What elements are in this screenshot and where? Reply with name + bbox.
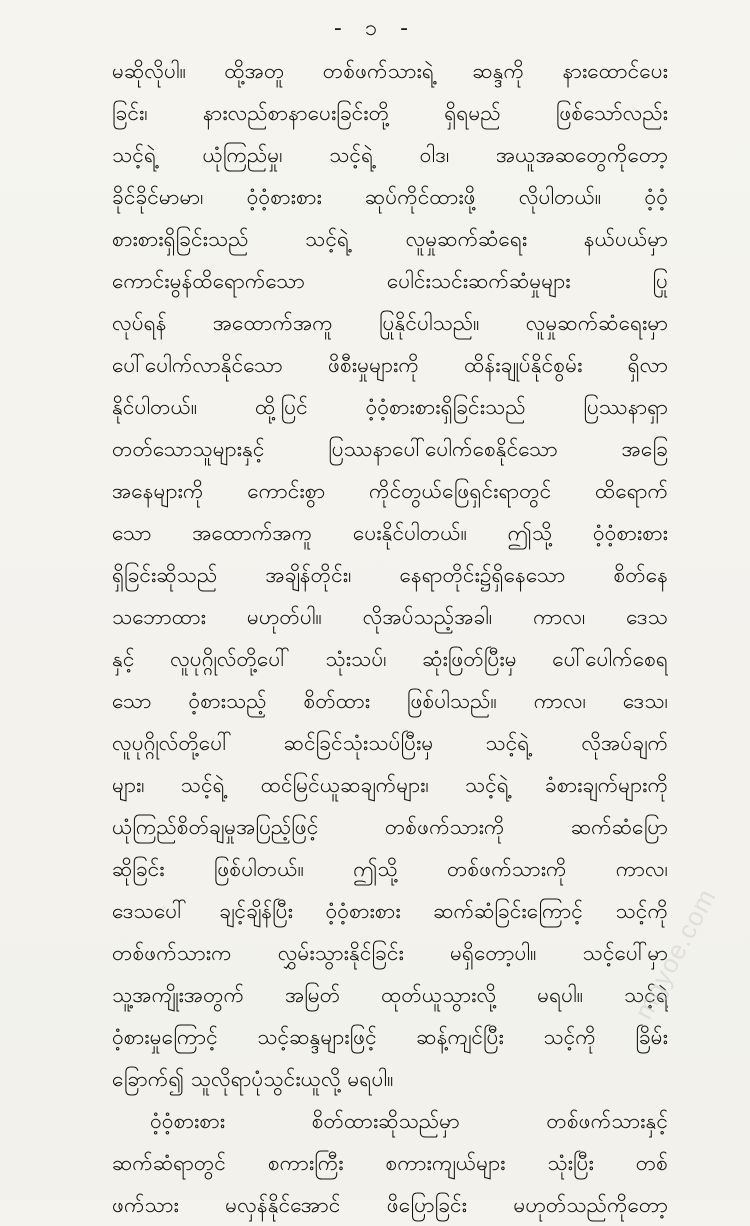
text-line: သဘောထား မဟုတ်ပါ။ လိုအပ်သည့်အခါ၊ ကာလ၊ ဒေသ [112, 605, 668, 629]
text-line: များ၊ သင့်ရဲ့ ထင်မြင်ယူဆချက်များ၊ သင့်ရဲ့ ခံစားချက်များကို [112, 773, 668, 797]
text-line: ဝံ့စားမှုကြောင့် သင့်ဆန္ဒများဖြင့် ဆန့်ကျင်ပြီး သင့်ကို ခြိမ်း [112, 1025, 668, 1049]
text-line: ကောင်းမွန်ထိရောက်သော ပေါင်းသင်းဆက်ဆံမှုများ ပြု [112, 269, 668, 293]
paragraph-start-line: ဝံ့ဝံ့စားစား စိတ်ထားဆိုသည်မှာ တစ်ဖက်သားနှင့် [150, 1109, 668, 1133]
text-line: စားစားရှိခြင်းသည် သင့်ရဲ့ လူမှုဆက်ဆံရေး နယ်ပယ်မှာ [112, 227, 668, 251]
text-line: လုပ်ရန် အထောက်အကူ ပြုနိုင်ပါသည်။ လူမှုဆက်ဆံရေးမှာ [112, 311, 668, 335]
text-line: ဒေသပေါ် ချင့်ချိန်ပြီး ဝံ့ဝံ့စားစား ဆက်ဆံခြင်းကြောင့် သင့်ကို [112, 899, 668, 923]
body-text [112, 50, 668, 1226]
page-number: - ၁ - [333, 16, 417, 41]
text-line: တတ်သောသူများနှင့် ပြဿနာပေါ်ပေါက်စေနိုင်သော အခြေ [112, 437, 668, 461]
text-line: မဆိုလိုပါ။ ထို့အတူ တစ်ဖက်သားရဲ့ ဆန္ဒကို နားထောင်ပေး [112, 59, 668, 83]
text-line: နှင့် လူပုဂ္ဂိုလ်တို့ပေါ် သုံးသပ်၊ ဆုံးဖြတ်ပြီးမှ ပေါ်ပေါက်စေရ [112, 647, 668, 671]
watermark-text: mgyoe.com [628, 883, 722, 1025]
paragraph-end-line: ခြောက်၍ သူလိုရာပုံသွင်းယူလို့ မရပါ။ [112, 1067, 394, 1091]
text-line: တစ်ဖက်သားက လွှမ်းသွားနိုင်ခြင်း မရှိတော့ပါ။ သင့်ပေါ်မှာ [112, 941, 668, 965]
text-line: ခြင်း၊ နားလည်စာနာပေးခြင်းတို့ ရှိရမည် ဖြစ်သော်လည်း [112, 101, 668, 125]
text-line: ရှိခြင်းဆိုသည် အချိန်တိုင်း၊ နေရာတိုင်း၌ရှိနေသော စိတ်နေ [112, 563, 668, 587]
text-line: ဖက်သား မလှန်နိုင်အောင် ဖိပြောခြင်း မဟုတ်သည်ကိုတော့ [112, 1193, 668, 1217]
text-line: ပေါ်ပေါက်လာနိုင်သော ဖိစီးမှုများကို ထိန်းချုပ်နိုင်စွမ်း ရှိလာ [112, 353, 668, 377]
text-line: သူ့အကျိုးအတွက် အမြတ် ထုတ်ယူသွားလို့ မရပါ။ သင့်ရဲ့ [112, 983, 668, 1007]
text-line: ဆက်ဆံရာတွင် စကားကြီး စကားကျယ်များ သုံးပြီး တစ် [112, 1151, 668, 1175]
text-line: အနေများကို ကောင်းစွာ ကိုင်တွယ်ဖြေရှင်းရာတွင် ထိရောက် [112, 479, 668, 503]
text-line: နိုင်ပါတယ်။ ထို့ပြင် ဝံ့ဝံ့စားစားရှိခြင်းသည် ပြဿနာရှာ [112, 395, 668, 419]
text-line: လူပုဂ္ဂိုလ်တို့ပေါ် ဆင်ခြင်သုံးသပ်ပြီးမှ သင့်ရဲ့ လိုအပ်ချက် [112, 731, 668, 755]
text-line: ခိုင်ခိုင်မာမာ၊ ဝံ့ဝံ့စားစား ဆုပ်ကိုင်ထားဖို့ လိုပါတယ်။ ဝံ့ဝံ့ [112, 185, 668, 209]
text-line: သင့်ရဲ့ ယုံကြည်မှု၊ သင့်ရဲ့ ဝါဒ၊ အယူအဆတွေကိုတော့ [112, 143, 668, 167]
text-line: သော ဝံ့စားသည့် စိတ်ထား ဖြစ်ပါသည်။ ကာလ၊ ဒေသ၊ [112, 689, 668, 713]
text-line: ယုံကြည်စိတ်ချမှုအပြည့်ဖြင့် တစ်ဖက်သားကို ဆက်ဆံပြော [112, 815, 668, 839]
text-line: သော အထောက်အကူ ပေးနိုင်ပါတယ်။ ဤသို့ ဝံ့ဝံ့စားစား [112, 521, 668, 545]
text-line: ဆိုခြင်း ဖြစ်ပါတယ်။ ဤသို့ တစ်ဖက်သားကို ကာလ၊ [112, 857, 668, 881]
